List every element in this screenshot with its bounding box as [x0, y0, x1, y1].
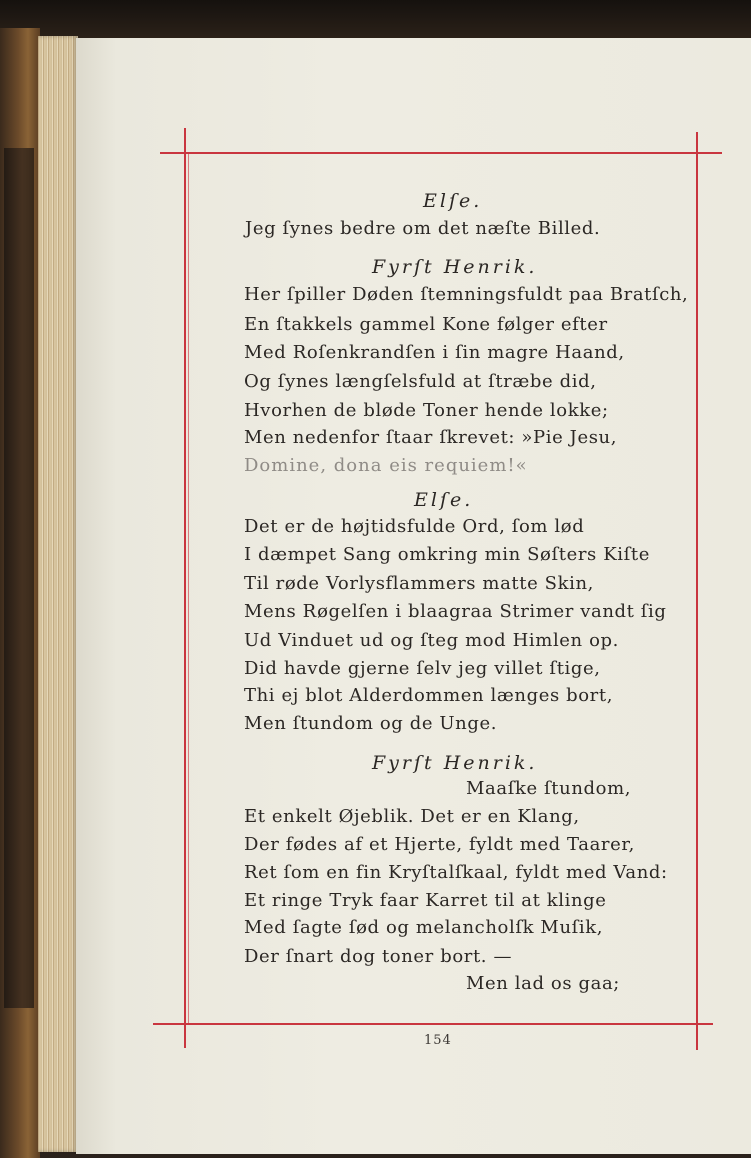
verse-line: Did havde gjerne ſelv jeg villet ſtige,: [244, 658, 601, 679]
red-border-right: [696, 132, 698, 1050]
verse-line: Her ſpiller Døden ſtemningsfuldt paa Bratſch,: [244, 284, 689, 305]
red-border-left: [184, 128, 186, 1048]
verse-line: Og ſynes længſelsfuld at ſtræbe did,: [244, 371, 597, 392]
verse-line: Der ſnart dog toner bort. —: [244, 946, 513, 967]
red-border-top: [160, 152, 722, 154]
verse-line: Ud Vinduet ud og ſteg mod Himlen op.: [244, 630, 619, 651]
book-spine: [0, 28, 40, 1158]
verse-line: I dæmpet Sang omkring min Søſters Kiſte: [244, 544, 650, 565]
speaker-name: Elſe.: [414, 489, 474, 511]
verse-line: Men ſtundom og de Unge.: [244, 713, 498, 734]
page-number: 154: [424, 1033, 452, 1048]
verse-line: En ſtakkels gammel Kone følger efter: [244, 314, 608, 335]
verse-line: Hvorhen de bløde Toner hende lokke;: [244, 400, 609, 421]
verse-line: Det er de højtidsfulde Ord, ſom lød: [244, 516, 585, 537]
speaker-name: Elſe.: [423, 190, 483, 212]
verse-line: Med Roſenkrandſen i ſin magre Haand,: [244, 342, 625, 363]
verse-line: Thi ej blot Alderdommen længes bort,: [244, 685, 614, 706]
book-page: [76, 38, 751, 1154]
red-border-left-inner: [188, 152, 189, 1024]
verse-line: Der fødes af et Hjerte, fyldt med Taarer,: [244, 834, 635, 855]
top-shadow-band: [0, 0, 751, 40]
verse-line: Jeg ſynes bedre om det næſte Billed.: [245, 218, 601, 239]
speaker-name: Fyrſt Henrik.: [372, 752, 538, 774]
verse-line: Til røde Vorlysflammers matte Skin,: [244, 573, 594, 594]
verse-line: Et enkelt Øjeblik. Det er en Klang,: [244, 806, 580, 827]
speaker-name: Fyrſt Henrik.: [372, 256, 538, 278]
page-block-edges: [38, 36, 78, 1152]
verse-line-right: Maaſke ſtundom,: [466, 778, 632, 799]
verse-line: Ret ſom en fin Kryſtalſkaal, fyldt med Vand:: [244, 862, 668, 883]
verse-line: Med ſagte ſød og melancholſk Muſik,: [244, 917, 604, 938]
verse-line: Et ringe Tryk faar Karret til at klinge: [244, 890, 607, 911]
red-border-bottom: [153, 1023, 713, 1025]
verse-line: Mens Røgelſen i blaagraa Strimer vandt ſig: [244, 601, 667, 622]
verse-line-right: Men lad os gaa;: [466, 973, 620, 994]
latin-line: Domine, dona eis requiem!«: [244, 455, 528, 476]
verse-line: Men nedenfor ſtaar ſkrevet: »Pie Jesu,: [244, 427, 618, 448]
